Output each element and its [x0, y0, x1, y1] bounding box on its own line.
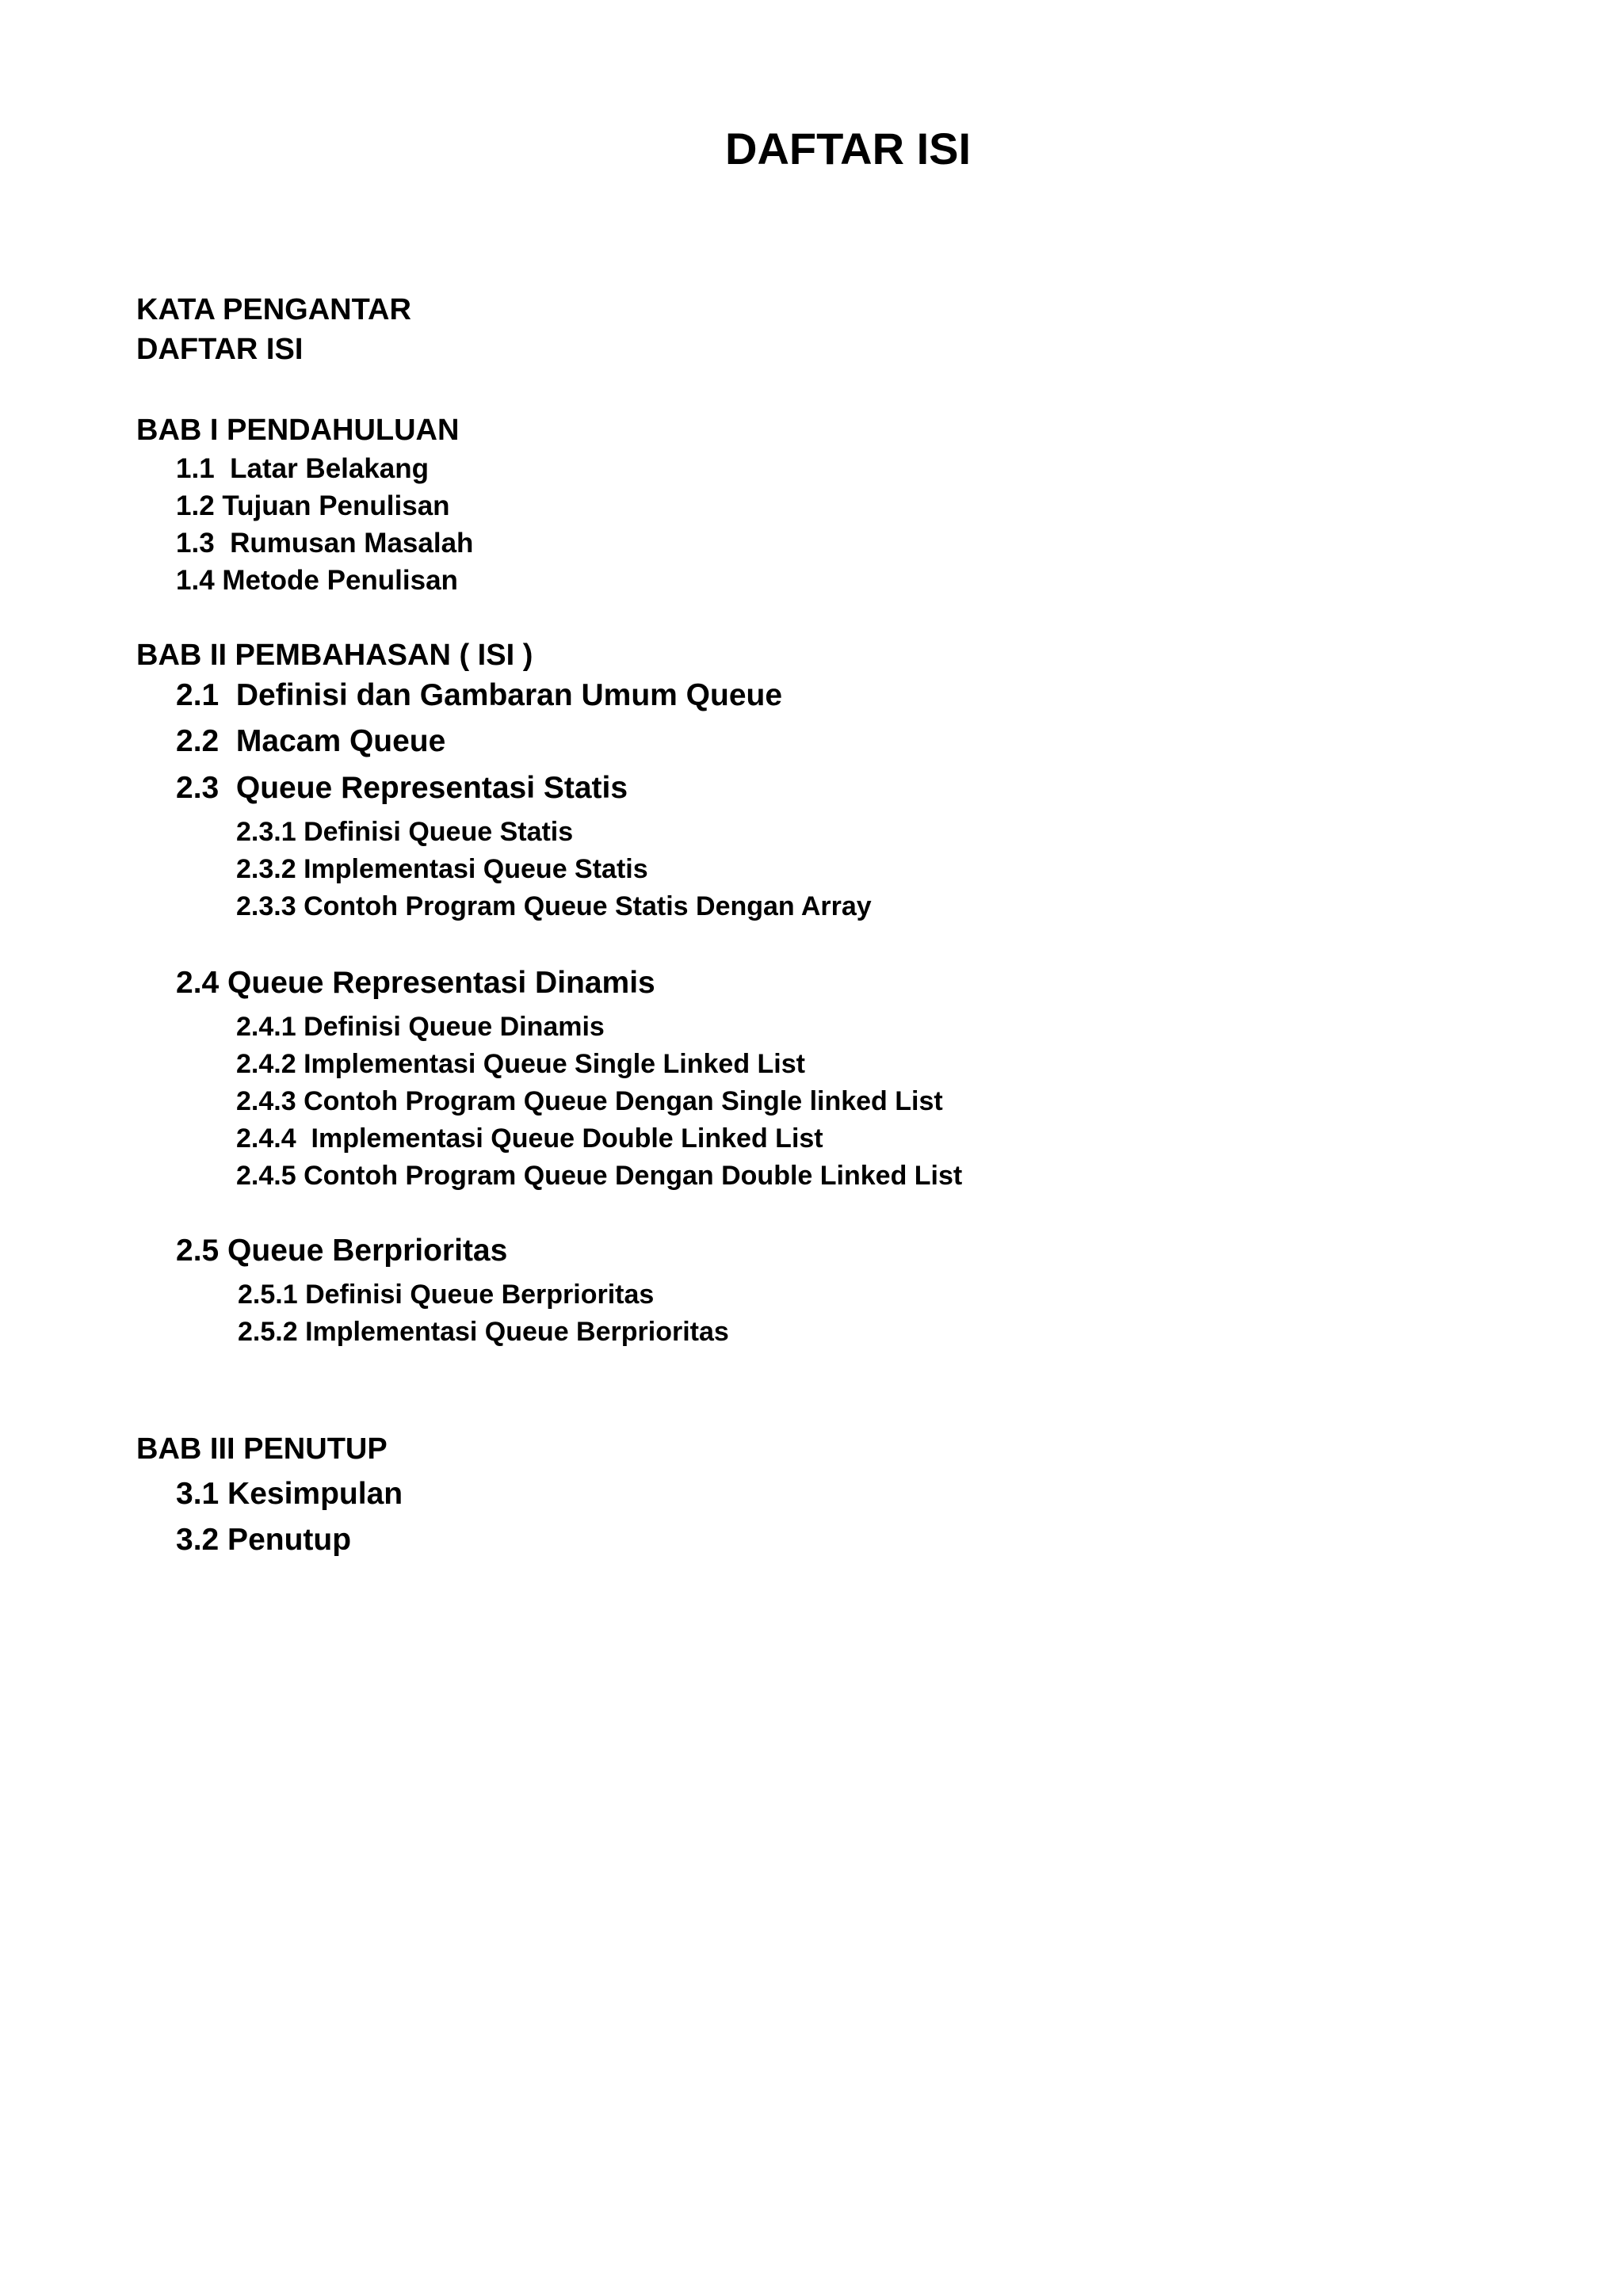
toc-entry-2-5: 2.5 Queue Berprioritas — [176, 1234, 508, 1268]
toc-entry-2-3-3: 2.3.3 Contoh Program Queue Statis Dengan Array — [236, 891, 872, 921]
toc-entry-3-1: 3.1 Kesimpulan — [176, 1477, 403, 1511]
toc-entry-1-2: 1.2 Tujuan Penulisan — [176, 490, 450, 521]
toc-entry-2-1: 2.1 Definisi dan Gambaran Umum Queue — [176, 678, 783, 712]
toc-entry-3-2: 3.2 Penutup — [176, 1523, 352, 1557]
toc-entry-2-3: 2.3 Queue Representasi Statis — [176, 771, 628, 805]
toc-entry-2-4-2: 2.4.2 Implementasi Queue Single Linked List — [236, 1049, 805, 1079]
toc-entry-kata-pengantar: KATA PENGANTAR — [136, 293, 411, 326]
page-title: DAFTAR ISI — [725, 124, 972, 174]
toc-entry-2-3-1: 2.3.1 Definisi Queue Statis — [236, 817, 574, 847]
toc-entry-daftar-isi: DAFTAR ISI — [136, 333, 304, 366]
toc-entry-1-3: 1.3 Rumusan Masalah — [176, 528, 474, 559]
toc-entry-2-3-2: 2.3.2 Implementasi Queue Statis — [236, 854, 648, 884]
toc-entry-2-4-3: 2.4.3 Contoh Program Queue Dengan Single linked List — [236, 1086, 943, 1116]
bab-3-heading: BAB III PENUTUP — [136, 1432, 388, 1466]
toc-entry-2-4-1: 2.4.1 Definisi Queue Dinamis — [236, 1012, 605, 1042]
toc-entry-1-4: 1.4 Metode Penulisan — [176, 565, 458, 596]
toc-entry-2-4-5: 2.4.5 Contoh Program Queue Dengan Double Linked List — [236, 1161, 963, 1191]
toc-entry-2-5-2: 2.5.2 Implementasi Queue Berprioritas — [238, 1317, 729, 1347]
toc-entry-2-4: 2.4 Queue Representasi Dinamis — [176, 966, 655, 1000]
bab-1-heading: BAB I PENDAHULUAN — [136, 414, 460, 447]
toc-entry-1-1: 1.1 Latar Belakang — [176, 453, 430, 484]
toc-entry-2-2: 2.2 Macam Queue — [176, 724, 446, 758]
bab-2-heading: BAB II PEMBAHASAN ( ISI ) — [136, 639, 533, 672]
toc-entry-2-5-1: 2.5.1 Definisi Queue Berprioritas — [238, 1280, 655, 1310]
toc-entry-2-4-4: 2.4.4 Implementasi Queue Double Linked List — [236, 1123, 823, 1154]
